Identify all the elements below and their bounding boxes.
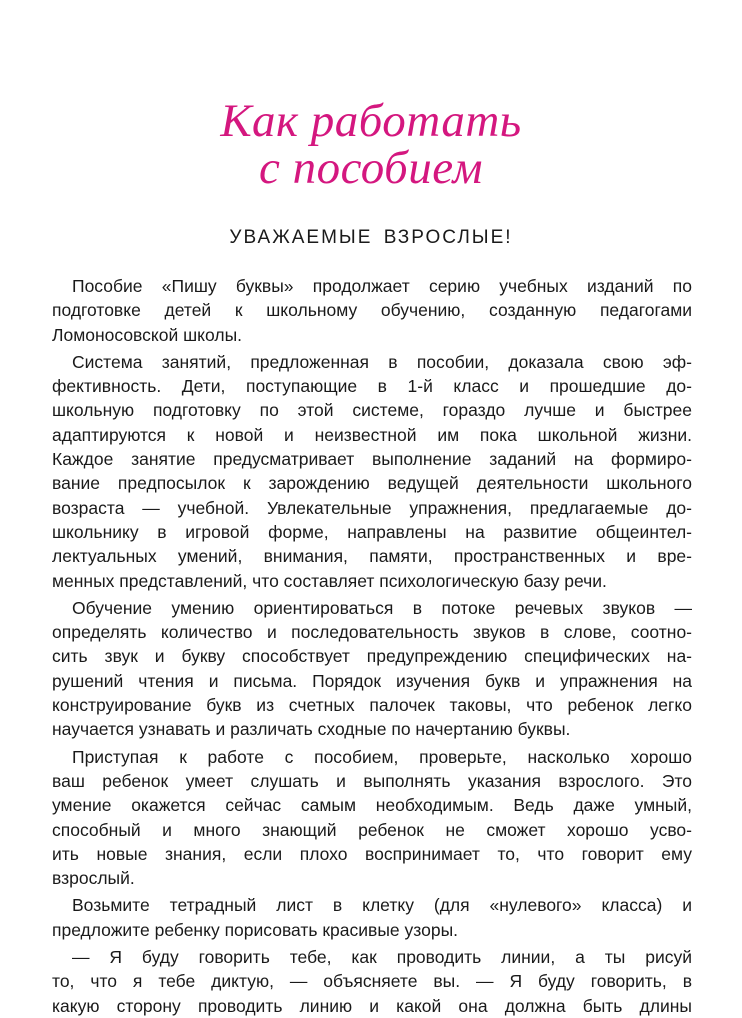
section-heading: УВАЖАЕМЫЕ ВЗРОСЛЫЕ! [229, 227, 513, 248]
page-title-line-1: Как работать [220, 95, 522, 147]
text-line: — Я буду говорить тебе, как проводить линии, а ты рисуй [72, 947, 692, 968]
text-line: подготовке детей к школьному обучению, созданную педагогами [52, 300, 692, 321]
text-line: Ломоносовской школы. [52, 324, 243, 345]
text-line: умение окажется сейчас самым необходимым. Ведь даже умный, [52, 795, 692, 816]
text-line: сить звук и букву способствует предупреждению специфических на- [52, 646, 692, 667]
page-title-line-2: с пособием [258, 142, 483, 194]
text-line: какую сторону проводить линию и какой она должна быть длины [52, 995, 692, 1016]
text-line: ваш ребенок умеет слушать и выполнять указания взрослого. Это [52, 770, 692, 791]
text-line: взрослый. [52, 868, 135, 889]
text-line: менных представлений, что составляет психологическую базу речи. [52, 570, 607, 591]
text-line: Возьмите тетрадный лист в клетку (для «нулевого» класса) и [72, 895, 692, 916]
text-line: конструирование букв из счетных палочек таковы, что ребенок легко [52, 695, 692, 716]
text-line: адаптируются к новой и неизвестной им пока школьной жизни. [52, 424, 692, 445]
text-line: фективность. Дети, поступающие в 1-й класс и прошедшие до- [52, 376, 692, 397]
text-line: Обучение умению ориентироваться в потоке речевых звуков — [72, 597, 692, 618]
text-line: вание предпосылок к зарождению ведущей деятельности школьного [52, 473, 692, 494]
paragraph [52, 745, 692, 891]
paragraph [52, 596, 692, 742]
paragraph [52, 350, 692, 593]
text-line: школьную подготовку по этой системе, гораздо лучше и быстрее [52, 400, 692, 421]
text-line: Каждое занятие предусматривает выполнение заданий на формиро- [52, 449, 692, 470]
text-line: школьнику в игровой форме, направлены на развитие общеинтел- [52, 521, 692, 542]
text-line: предложите ребенку порисовать красивые узоры. [52, 919, 459, 940]
text-line: определять количество и последовательность звуков в слове, соотно- [52, 622, 692, 643]
text-line: Приступая к работе с пособием, проверьте, насколько хорошо [72, 746, 692, 767]
text-line: научается узнавать и различать сходные по начертанию буквы. [52, 719, 571, 740]
text-line: возраста — учебной. Увлекательные упражнения, предлагаемые до- [52, 497, 692, 518]
text-line: лектуальных умений, внимания, памяти, пространственных и вре- [52, 546, 692, 567]
text-line: то, что я тебе диктую, — объясняете вы. — Я буду говорить, в [52, 971, 692, 992]
paragraph [52, 274, 692, 347]
body-text [52, 274, 692, 1018]
paragraph [52, 893, 692, 942]
paragraph [52, 945, 692, 1018]
text-line: Система занятий, предложенная в пособии, доказала свою эф- [72, 351, 692, 372]
text-line: рушений чтения и письма. Порядок изучения букв и упражнения на [52, 670, 692, 691]
text-line: Пособие «Пишу буквы» продолжает серию учебных изданий по [72, 276, 692, 296]
text-line: способный и много знающий ребенок не сможет хорошо усво- [52, 819, 692, 840]
text-line: ить новые знания, если плохо воспринимает то, что говорит ему [52, 843, 692, 864]
